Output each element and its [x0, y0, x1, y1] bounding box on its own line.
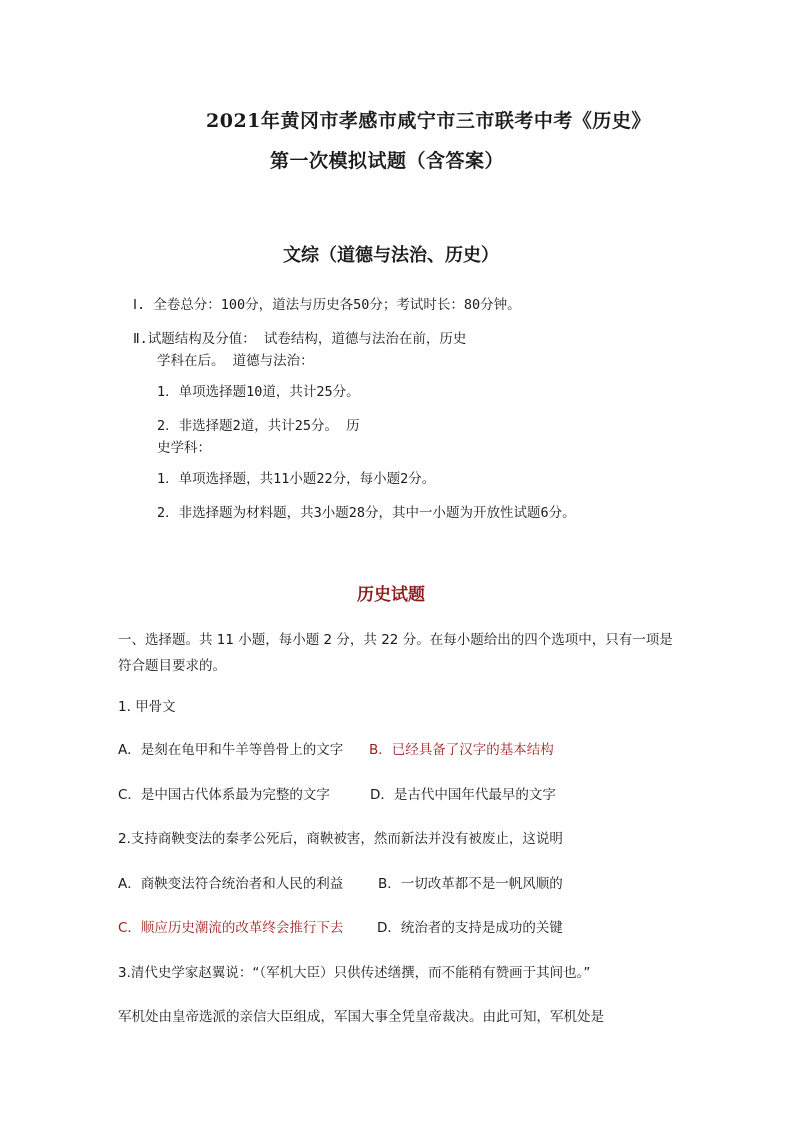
info-structure-line1: Ⅱ.试题结构及分值： 试卷结构，道德与法治在前，历史: [133, 331, 467, 347]
section-title: 历史试题: [357, 585, 425, 605]
info-structure-line2: 学科在后。 道德与法治：: [157, 353, 314, 369]
info-history-nonchoice: 2．非选择题为材料题，共3小题28分，其中一小题为开放性试题6分。: [157, 505, 576, 521]
question-2-option-a: A．商鞅变法符合统治者和人民的利益: [118, 876, 344, 892]
info-civics-choice: 1．单项选择题10道，共计25分。: [157, 384, 360, 400]
exam-subject-title: 文综（道德与法治、历史）: [283, 245, 499, 266]
question-2-option-c: C．顺应历史潮流的改革终会推行下去: [118, 920, 344, 936]
info-history-label: 史学科：: [157, 440, 211, 456]
document-title-line1: 2021年黄冈市孝感市咸宁市三市联考中考《历史》: [206, 110, 651, 132]
question-1-option-a: A．是刻在龟甲和牛羊等兽骨上的文字: [118, 742, 344, 758]
info-history-choice: 1．单项选择题，共11小题22分，每小题2分。: [157, 471, 436, 487]
instructions-line2: 符合题目要求的。: [118, 658, 226, 674]
question-1-stem: 1. 甲骨文: [118, 699, 176, 715]
question-2-stem: 2.支持商鞅变法的秦孝公死后，商鞅被害，然而新法并没有被废止，这说明: [118, 831, 563, 847]
instructions-line1: 一、选择题。共 11 小题，每小题 2 分，共 22 分。在每小题给出的四个选项中，只有一项是: [118, 632, 673, 648]
question-1-option-c: C．是中国古代体系最为完整的文字: [118, 787, 330, 803]
info-total-score: Ⅰ. 全卷总分：100分，道法与历史各50分；考试时长：80分钟。: [133, 297, 521, 313]
document-title-line2: 第一次模拟试题（含答案）: [270, 150, 505, 172]
question-3-stem-line2: 军机处由皇帝选派的亲信大臣组成，军国大事全凭皇帝裁决。由此可知，军机处是: [118, 1009, 604, 1025]
info-civics-nonchoice: 2．非选择题2道，共计25分。 历: [157, 418, 360, 434]
question-2-option-b: B．一切改革都不是一帆风顺的: [378, 876, 563, 892]
question-2-option-d: D．统治者的支持是成功的关键: [377, 920, 563, 936]
question-3-stem-line1: 3.清代史学家赵翼说：“（军机大臣）只供传述缮撰，而不能稍有赞画于其间也。”: [118, 965, 591, 981]
question-1-option-d: D．是古代中国年代最早的文字: [370, 787, 556, 803]
question-1-option-b: B．已经具备了汉字的基本结构: [369, 742, 554, 758]
